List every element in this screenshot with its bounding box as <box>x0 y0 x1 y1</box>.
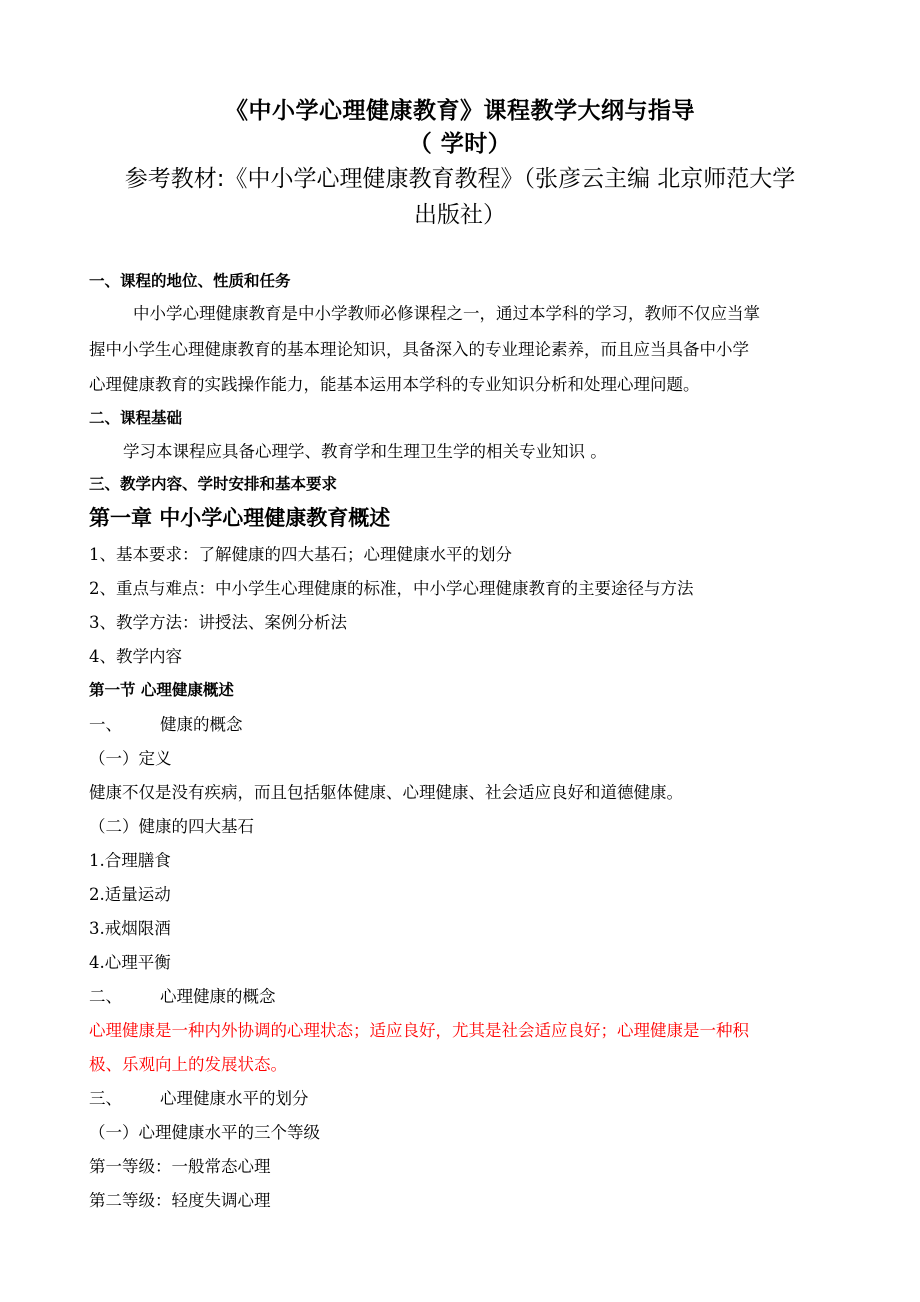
cornerstone-item: 4.心理平衡 <box>89 953 171 972</box>
cornerstone-item: 3.戒烟限酒 <box>89 919 171 938</box>
chapter-item-3: 3、教学方法：讲授法、案例分析法 <box>89 613 347 632</box>
chapter-item-2: 2、重点与难点：中小学生心理健康的标准，中小学心理健康教育的主要途径与方法 <box>89 579 694 598</box>
part-2-number: 二、 <box>89 987 122 1006</box>
part-1-number: 一、 <box>89 715 122 734</box>
part-2-heading <box>89 983 276 1007</box>
section-title: 第一节 心理健康概述 <box>89 681 234 699</box>
reference-line-2: 出版社） <box>414 202 506 228</box>
part-1-sub-1: （一）定义 <box>89 749 172 768</box>
chapter-title: 第一章 中小学心理健康教育概述 <box>89 506 391 530</box>
reference-line-1: 参考教材:《中小学心理健康教育教程》（张彦云主编 北京师范大学 <box>124 166 796 192</box>
health-definition: 健康不仅是没有疾病，而且包括躯体健康、心理健康、社会适应良好和道德健康。 <box>89 783 683 802</box>
part-3-title: 心理健康水平的划分 <box>160 1089 309 1108</box>
part-3-sub-1: （一）心理健康水平的三个等级 <box>89 1123 320 1142</box>
chapter-item-4: 4、教学内容 <box>89 647 182 666</box>
part-1-sub-2: （二）健康的四大基石 <box>89 817 254 836</box>
section-2-para: 学习本课程应具备心理学、教育学和生理卫生学的相关专业知识 。 <box>123 442 607 461</box>
document-title: 《中小学心理健康教育》课程教学大纲与指导 <box>225 98 695 124</box>
section-1-para-line-3: 心理健康教育的实践操作能力，能基本运用本学科的专业知识分析和处理心理问题。 <box>89 375 700 394</box>
section-1-para-line-1: 中小学心理健康教育是中小学教师必修课程之一，通过本学科的学习，教师不仅应当掌 <box>133 304 760 323</box>
part-1-title: 健康的概念 <box>160 715 243 734</box>
mental-health-definition-line-2: 极、乐观向上的发展状态。 <box>89 1055 287 1074</box>
section-heading-3: 三、教学内容、学时安排和基本要求 <box>89 475 338 493</box>
part-3-heading <box>89 1085 309 1109</box>
chapter-item-1: 1、基本要求：了解健康的四大基石；心理健康水平的划分 <box>89 545 512 564</box>
part-2-title: 心理健康的概念 <box>160 987 276 1006</box>
level-item: 第二等级：轻度失调心理 <box>89 1191 271 1210</box>
section-heading-1: 一、课程的地位、性质和任务 <box>89 272 291 290</box>
section-1-para-line-2: 握中小学生心理健康教育的基本理论知识，具备深入的专业理论素养，而且应当具备中小学 <box>89 340 749 359</box>
part-3-number: 三、 <box>89 1089 122 1108</box>
cornerstone-item: 1.合理膳食 <box>89 851 171 870</box>
section-heading-2: 二、课程基础 <box>89 409 183 427</box>
hours-line: （ 学时） <box>408 131 512 157</box>
cornerstone-item: 2.适量运动 <box>89 885 171 904</box>
level-item: 第一等级：一般常态心理 <box>89 1157 271 1176</box>
part-1-heading <box>89 711 243 735</box>
mental-health-definition-line-1: 心理健康是一种内外协调的心理状态；适应良好，尤其是社会适应良好；心理健康是一种积 <box>89 1021 749 1040</box>
